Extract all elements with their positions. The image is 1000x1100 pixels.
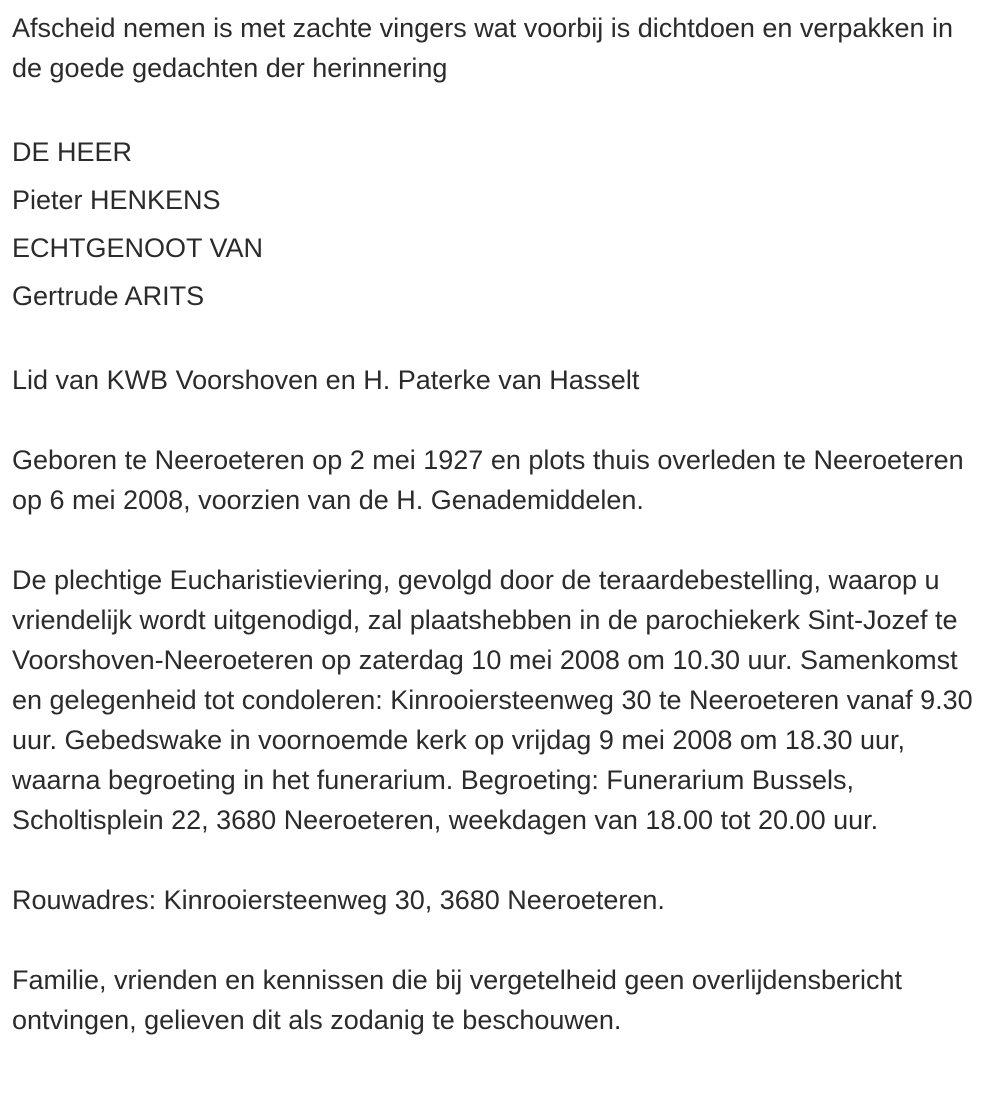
- service-details-paragraph: De plechtige Eucharistieviering, gevolgd door de teraardebestelling, waarop u vriendelijk wordt uitgenodigd, zal plaatshebben in de parochiekerk Sint-Jozef te Voorshoven-Neeroeteren op zaterdag 10 mei 2008 om 10.30 uur. Samenkomst en gelegenheid tot condoleren: Kinrooiersteenweg 30 te Neeroeteren vanaf 9.30 uur. Gebedswake in voornoemde kerk op vrijdag 9 mei 2008 om 18.30 uur, waarna begroeting in het funerarium. Begroeting: Funerarium Bussels, Scholtisplein 22, 3680 Neeroeteren, weekdagen van 18.00 tot 20.00 uur.: [12, 565, 973, 835]
- spouse-label: ECHTGENOOT VAN: [12, 233, 264, 263]
- intro-verse: Afscheid nemen is met zachte vingers wat voorbij is dichtdoen en verpakken in de goede gedachten der herinnering: [12, 13, 953, 83]
- spouse-name: Gertrude ARITS: [12, 281, 205, 311]
- membership-line: Lid van KWB Voorshoven en H. Paterke van Hasselt: [12, 365, 640, 395]
- closing-paragraph: Familie, vrienden en kennissen die bij vergetelheid geen overlijdensbericht ontvingen, gelieven dit als zodanig te beschouwen.: [12, 965, 903, 1035]
- deceased-name: Pieter HENKENS: [12, 185, 221, 215]
- mourning-address-line: Rouwadres: Kinrooiersteenweg 30, 3680 Neeroeteren.: [12, 885, 665, 915]
- life-dates-paragraph: Geboren te Neeroeteren op 2 mei 1927 en plots thuis overleden te Neeroeteren op 6 mei 2008, voorzien van de H. Genademiddelen.: [12, 445, 964, 515]
- deceased-name-block: [12, 128, 980, 320]
- salutation: DE HEER: [12, 137, 133, 167]
